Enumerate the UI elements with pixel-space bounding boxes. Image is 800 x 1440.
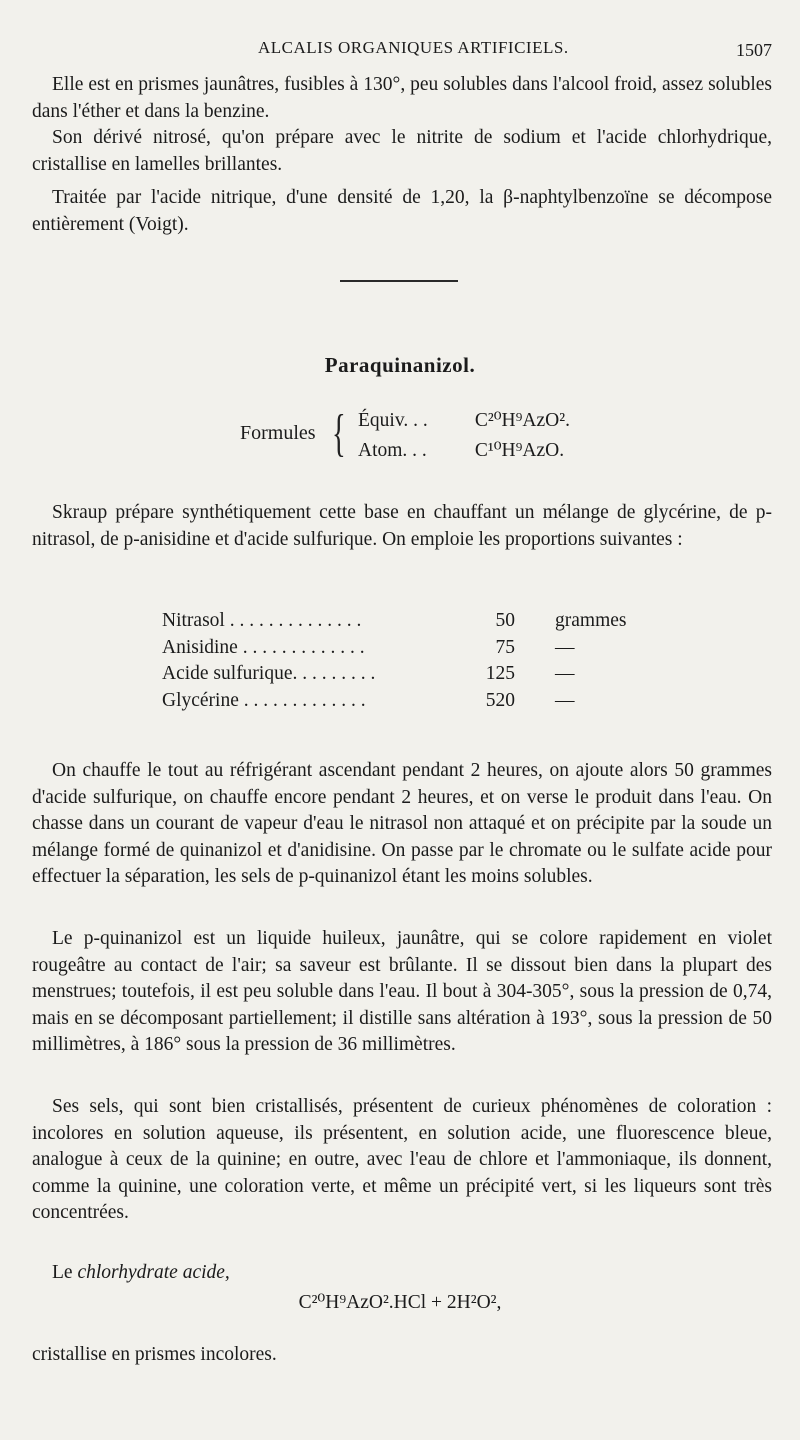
ingredient-name: Acide sulfurique. . . . . . . . .	[162, 663, 376, 684]
section-paragraph-1: Skraup prépare synthétiquement cette base en chauffant un mélange de glycérine, de p-nitrasol, de p-anisidine et d'acide sulfurique. On emploie les proportions suivantes :	[32, 502, 772, 550]
final-line: cristallise en prismes incolores.	[32, 1344, 277, 1365]
ingredient-unit: —	[555, 663, 575, 684]
recipe-table	[162, 608, 662, 714]
section-title: Paraquinanizol.	[324, 353, 476, 377]
ingredient-name: Nitrasol . . . . . . . . . . . . . .	[162, 610, 362, 631]
intro-paragraph-2: Son dérivé nitrosé, qu'on prépare avec le nitrite de sodium et l'acide chlorhydrique, cristallise en lamelles brillantes.	[32, 127, 772, 175]
chlorhydrate-name: chlorhydrate acide,	[77, 1262, 230, 1283]
formula-row-atom	[358, 438, 564, 462]
section-paragraph-4: Ses sels, qui sont bien cristallisés, présentent de curieux phénomènes de coloration : incolores en solution aqueuse, ils présentent, en solution acide, une fluorescence bleue, analogue à ceux de la quinine; en outre, avec l'eau de chlore et l'ammoniaque, ils donnent, comme la quinine, une coloration verte, et même un précipité vert, si les liqueurs sont très concentrées.	[32, 1096, 772, 1223]
recipe-row	[162, 688, 662, 715]
section-paragraph-2: On chauffe le tout au réfrigérant ascendant pendant 2 heures, on ajoute alors 50 grammes d'acide sulfurique, on chauffe encore pendant 2 heures, et on verse le produit dans l'eau. On chasse dans un courant de vapeur d'eau le nitrasol non attaqué et on précipite par la soude un mélange formé de quinanizol et d'anidisine. On passe par le chromate ou le sulfate acide pour effectuer la séparation, les sels de p-quinanizol étant les moins solubles.	[32, 760, 772, 887]
ingredient-quantity: 50	[495, 610, 515, 631]
formula-equiv-name: Équiv. . .	[358, 410, 428, 431]
ingredient-unit: —	[555, 636, 575, 658]
recipe-row	[162, 661, 662, 688]
section-divider	[340, 280, 458, 282]
running-head	[0, 38, 800, 64]
chlorhydrate-prefix: Le	[52, 1262, 78, 1283]
running-title: ALCALIS ORGANIQUES ARTIFICIELS.	[258, 38, 569, 57]
ingredient-name: Glycérine . . . . . . . . . . . . .	[162, 689, 366, 711]
formula-atom-name: Atom. . .	[358, 440, 427, 461]
intro-paragraph-3: Traitée par l'acide nitrique, d'une densité de 1,20, la β-naphtylbenzoïne se décompose entièrement (Voigt).	[32, 187, 772, 235]
ingredient-quantity: 125	[485, 663, 515, 684]
formula-label: Formules	[240, 422, 316, 444]
formula-row-equiv	[358, 408, 570, 432]
chlorhydrate-line	[32, 1260, 772, 1287]
ingredient-unit: grammes	[555, 610, 627, 631]
section-paragraph-3: Le p-quinanizol est un liquide huileux, jaunâtre, qui se colore rapidement en violet rougeâtre au contact de l'air; sa saveur est brûlante. Il se dissout bien dans la plupart des menstrues; toutefois, il est peu soluble dans l'eau. Il bout à 304-305°, sous la pression de 0,74, mais en se décomposant partiellement; il distille sans altération à 193°, sous la pression de 50 millimètres, à 186° sous la pression de 36 millimètres.	[32, 928, 772, 1055]
ingredient-quantity: 75	[495, 636, 515, 658]
ingredient-quantity: 520	[485, 689, 515, 711]
formula-atom-value: C¹⁰H⁹AzO.	[474, 440, 565, 461]
ingredient-name: Anisidine . . . . . . . . . . . . .	[162, 636, 365, 658]
brace-glyph: {	[332, 405, 346, 462]
formula-block	[240, 398, 640, 478]
recipe-row	[162, 608, 662, 635]
page-number: 1507	[736, 40, 772, 60]
formula-equiv-value: C²⁰H⁹AzO².	[474, 410, 570, 431]
ingredient-unit: —	[555, 689, 575, 711]
recipe-row	[162, 635, 662, 662]
intro-paragraph-1: Elle est en prismes jaunâtres, fusibles à 130°, peu solubles dans l'alcool froid, assez solubles dans l'éther et dans la benzine.	[32, 74, 772, 122]
chlorhydrate-formula: C²⁰H⁹AzO².HCl + 2H²O²,	[298, 1292, 502, 1313]
